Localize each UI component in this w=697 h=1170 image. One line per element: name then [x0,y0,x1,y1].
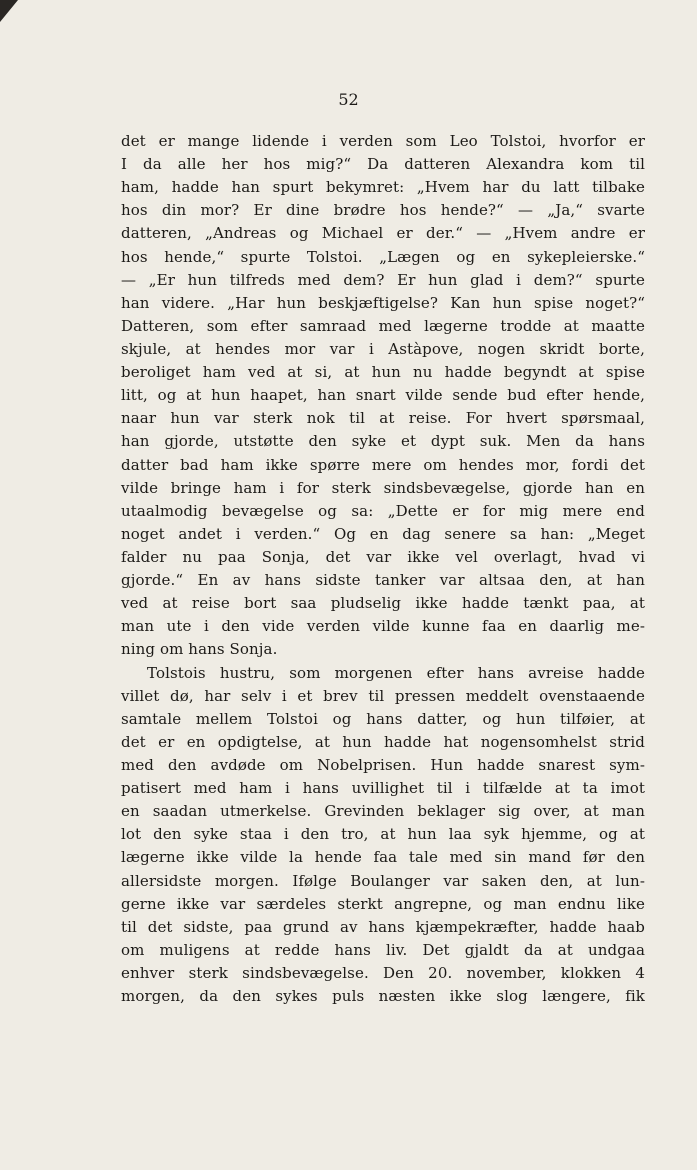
text-line: hos din mor? Er dine brødre hos hende?“ — „Ja,“ svarte [121,201,645,220]
text-line: gjorde.“ En av hans sidste tanker var altsaa den, at han [121,571,645,590]
text-line: ved at reise bort saa pludselig ikke hadde tænkt paa, at [121,594,645,613]
text-line: beroliget ham ved at si, at hun nu hadde begyndt at spise [121,363,645,382]
text-line: noget andet i verden.“ Og en dag senere sa han: „Meget [121,524,645,543]
text-line: det er en opdigtelse, at hun hadde hat nogensomhelst strid [121,732,645,751]
text-line: gerne ikke var særdeles sterkt angrepne, og man endnu like [121,894,645,913]
text-line: litt, og at hun haapet, han snart vilde sende bud efter hende, [121,386,645,405]
text-line: datter bad ham ikke spørre mere om hendes mor, fordi det [121,455,645,474]
text-line: Datteren, som efter samraad med lægerne trodde at maatte [121,316,645,335]
text-line: hos hende,“ spurte Tolstoi. „Lægen og en sykepleierske.“ [121,247,645,266]
text-line: samtale mellem Tolstoi og hans datter, og hun tilføier, at [121,709,645,728]
text-line: man ute i den vide verden vilde kunne faa en daarlig me- [121,617,645,636]
text-line: Tolstois hustru, som morgenen efter hans avreise hadde [147,663,645,682]
page-number: 52 [338,90,359,109]
page-corner-mark [0,0,18,22]
text-line: om muligens at redde hans liv. Det gjaldt da at undgaa [121,940,645,959]
text-line: enhver sterk sindsbevægelse. Den 20. november, klokken 4 [121,963,645,982]
text-line: I da alle her hos mig?“ Da datteren Alexandra kom til [121,155,645,174]
text-line: med den avdøde om Nobelprisen. Hun hadde snarest sym- [121,755,645,774]
text-line: allersidste morgen. Ifølge Boulanger var saken den, at lun- [121,871,645,890]
text-line: falder nu paa Sonja, det var ikke vel overlagt, hvad vi [121,547,645,566]
text-line: han gjorde, utstøtte den syke et dypt suk. Men da hans [121,432,645,451]
text-line: ham, hadde han spurt bekymret: „Hvem har du latt tilbake [121,178,645,197]
text-line: en saadan utmerkelse. Grevinden beklager sig over, at man [121,802,645,821]
text-line: naar hun var sterk nok til at reise. For hvert spørsmaal, [121,409,645,428]
text-line: lægerne ikke vilde la hende faa tale med sin mand før den [121,848,645,867]
text-line: utaalmodig bevægelse og sa: „Dette er for mig mere end [121,501,645,520]
text-line: lot den syke staa i den tro, at hun laa syk hjemme, og at [121,825,645,844]
text-line: datteren, „Andreas og Michael er der.“ — „Hvem andre er [121,224,645,243]
text-line: — „Er hun tilfreds med dem? Er hun glad i dem?“ spurte [121,270,645,289]
text-line: villet dø, har selv i et brev til pressen meddelt ovenstaaende [121,686,645,705]
text-line: til det sidste, paa grund av hans kjæmpekræfter, hadde haab [121,917,645,936]
text-line: ning om hans Sonja. [121,640,278,659]
text-line: vilde bringe ham i for sterk sindsbevægelse, gjorde han en [121,478,645,497]
text-line: skjule, at hendes mor var i Astàpove, nogen skridt borte, [121,339,645,358]
text-line: patisert med ham i hans uvillighet til i tilfælde at ta imot [121,779,645,798]
text-line: det er mange lidende i verden som Leo Tolstoi, hvorfor er [121,132,645,150]
body-text [121,130,645,1008]
text-line: morgen, da den sykes puls næsten ikke slog længere, fik [121,987,645,1006]
text-line: han videre. „Har hun beskjæftigelse? Kan hun spise noget?“ [121,293,645,312]
